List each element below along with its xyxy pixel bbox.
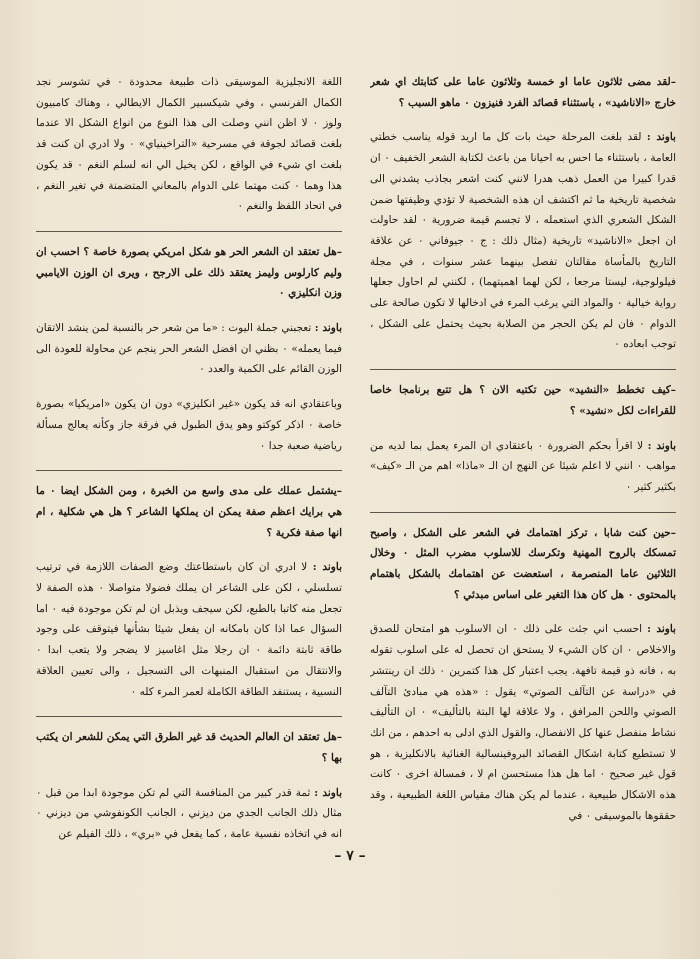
answer-text: تعجبني جملة اليوت : «ما من شعر حر بالنسبة لمن ينشد الاتقان فيما يعمله» ٠ بظني ان افضل الشعر الحر ينجم عن محاولة للعودة الى الوزن القائم على الكمية والعدد ٠ (36, 322, 342, 376)
question-dash: – (336, 245, 342, 258)
page-number: – ٧ – (334, 848, 366, 864)
speaker-label: باوند : (647, 439, 676, 452)
answer-text: وباعتقادي انه قد يكون «غير انكليزي» دون ان يكون «امريكيا» بصورة خاصة ٠ اذكر كوكتو وهو يدق الطبول في فرقة جاز وكأنه يعالج مسألة رياضية صعبة جدا ٠ (36, 398, 342, 452)
question-block (36, 727, 342, 768)
answer-text: لقد بلغت المرحلة حيث بات كل ما اريد قوله يناسب خطتي العامة ، باستثناء ما احس به احيانا من باعث لكتابة الشعر الخفيف ٠ ان قدرا كبيرا من العمل ذهب هدرا لانني كنت اشعر بجاذب يشدني الى شخصية تاريخية ما ثم اكتشف ان هذه الشخصية لا تؤدي وظيفتها ضمن الشكل الشعري الذي استعمله ، لا تجسم قيمة ضرورية ٠ لقد حاولت ان اجعل «الاناشيد» تاريخية (مثال ذلك : ج ٠ جيوفاني ٠ عن علاقة التاريخ بالمأساة مقالتان تفصل بينهما عشر سنوات ، في مجلة فيلولوجية، ليستا مرجعا ، لكن لهما اهميتهما) ، لكنني لم احاول جعلها رواية خيالية ٠ والمواد التي يرغب المرء في ادخالها لا تكون صالحة على الدوام ٠ فان لم يكن الحجر من الصلابة بحيث يحتمل على الشكل ، توجب ابعاده ٠ (370, 131, 676, 351)
answer-text: لا اقرأ بحكم الضرورة ٠ باعتقادي ان المرء يعمل بما لديه من مواهب ٠ انني لا اعلم شيئا عن النهج ان الـ «ماذا» اهم من الـ «كيف» بكثير كثير ٠ (370, 439, 676, 493)
answer-block (36, 783, 342, 845)
question-text: لقد مضى ثلاثون عاما او خمسة وثلاثون عاما على كتابتك اي شعر خارج «الاناشيد» ، باستثناء قصائد الفرد فنيزون ٠ ماهو السبب ؟ (370, 76, 676, 109)
question-text: هل تعتقد ان الشعر الحر هو شكل امريكي بصورة خاصة ؟ احسب ان وليم كارلوس وليمز يعتقد ذلك على الارجح ، ويرى ان الوزن الايامبي وزن انكليزي ٠ (36, 245, 342, 300)
answer-continuation (36, 72, 342, 217)
question-block (370, 523, 676, 606)
speaker-label: باوند : (647, 623, 676, 636)
divider (36, 231, 342, 232)
divider (36, 716, 342, 717)
speaker-label: باوند : (314, 322, 342, 335)
question-block (36, 242, 342, 304)
answer-block (370, 127, 676, 355)
question-text: حين كنت شابا ، تركز اهتمامك في الشعر على الشكل ، واصبح تمسكك بالروح المهنية وتكرسك للاسلوب مضرب المثل ٠ وخلال الثلاثين عاما المنصرمة ، استعضت عن اهتمامك بالشكل باهتمام بالمحتوى ٠ هل كان هذا التغير على اساس مبدئي ؟ (370, 526, 676, 601)
speaker-label: باوند : (314, 786, 342, 799)
answer-block (370, 436, 676, 498)
question-dash: – (336, 731, 342, 744)
question-dash: – (336, 485, 342, 498)
answer-block (36, 557, 342, 702)
speaker-label: باوند : (312, 561, 342, 574)
question-text: كيف تخطط «النشيد» حين تكتبه الان ؟ هل تتبع برنامجا خاصا للقراءات لكل «نشيد» ؟ (370, 384, 676, 417)
divider (370, 512, 676, 513)
answer-paragraph (36, 394, 342, 456)
question-block (370, 380, 676, 421)
question-block (370, 72, 676, 113)
question-block (36, 481, 342, 543)
right-column (370, 72, 676, 858)
question-dash: – (670, 76, 676, 88)
answer-block (370, 619, 676, 826)
divider (370, 369, 676, 370)
divider (36, 470, 342, 471)
answer-text: احسب اني جئت على ذلك ٠ ان الاسلوب هو امتحان للصدق والاخلاص ٠ ان كان الشيء لا يستحق ان تحصل له على اسلوب تقوله به ، فانه ذو قيمة تافهة. يجب اعتبار كل هذا كتمرين ٠ ذلك ان رينتشر في «دراسة عن التآلف الصوتي» يقول : «هذه هي مبادئ التآلف الصوتي واللحن المرافق ، ولا علاقة لها البتة بالتأليف» ٠ ان التأليف نشاط منفصل عنها كل الانفصال، والقول الذي ادلى به احدهم ، من انك لا تستطيع كتابة اشكال القصائد البروفينسالية الغنائية بالانكليزية ، هو قول غير صحيح ٠ اما هل هذا مستحسن ام لا ، فمسالة اخرى ٠ كانت هذه الاشكال طبيعية ، عندما لم يكن هناك مقياس اللغة الطبيعية ، وقد حققوها بالموسيقى ٠ في (370, 623, 676, 822)
answer-block (36, 318, 342, 380)
speaker-label: باوند : (646, 131, 676, 144)
answer-text: لا ادري ان كان باستطاعتك وضع الصفات اللازمة في ترتيب تسلسلي ، لكن على الشاعر ان يملك فضولا متواصلا ٠ هذه الصفة لا تجعل منه كاتبا بالطبع، لكن سيجف ويذبل ان لم تكن موجودة فيه ٠ اما السؤال عما اذا كان بامكانه ان يفعل شيئا بشأنها فيتوقف على وجود طاقة ثابتة دائمة ٠ ان رجلا مثل اغاسيز لا يضجر ولا يتعب ابدا ٠ والانتقال من استقبال المنبهات الى التسجيل ، والى تعيين العلاقة النسبية ، يستنفد الطاقة الكاملة لعمر المرء كله ٠ (36, 561, 342, 698)
answer-text: ثمة قدر كبير من المنافسة التي لم تكن موجودة ابدا من قبل ٠ مثال ذلك الجانب الجدي من ديزني ، الجانب الكونفوشي من ديزني ٠ انه في اتخاذه نفسية عامة ، كما يفعل في «بري» ، ذلك الفيلم عن (36, 786, 342, 841)
left-column (36, 72, 342, 858)
question-dash: – (670, 526, 676, 539)
question-dash: – (670, 384, 676, 397)
question-text: يشتمل عملك على مدى واسع من الخبرة ، ومن الشكل ايضا ٠ ما هي برايك اعظم صفة يمكن ان يملكها الشاعر ؟ هل هي شكلية ، ام انها صفة فكرية ؟ (36, 485, 342, 539)
answer-text: اللغة الانجليزية الموسيقى ذات طبيعة محدودة ٠ في تشوسر نجد الكمال الفرنسي ، وفي شيكسبير الكمال الايطالي ، وهناك كامبيون ولوز ٠ لا اظن انني وصلت الى هذا النوع من انواع الشكل الا عندما بلغت قصائد لجوقة في مسرحية «التراخينياي» ٠ ولا ادري ان كنت قد بلغت اي شيء في الواقع ، لكن يخيل الي انه لسلم النغم ٠ قد يكون هذا وهما ٠ كنت مهتما على الدوام بالمعاني المتضمنة في تغير النغم ، في اتحاد اللفظ والنغم ٠ (36, 76, 342, 213)
question-text: هل تعتقد ان العالم الحديث قد غير الطرق التي يمكن للشعر ان يكتب بها ؟ (36, 731, 342, 764)
